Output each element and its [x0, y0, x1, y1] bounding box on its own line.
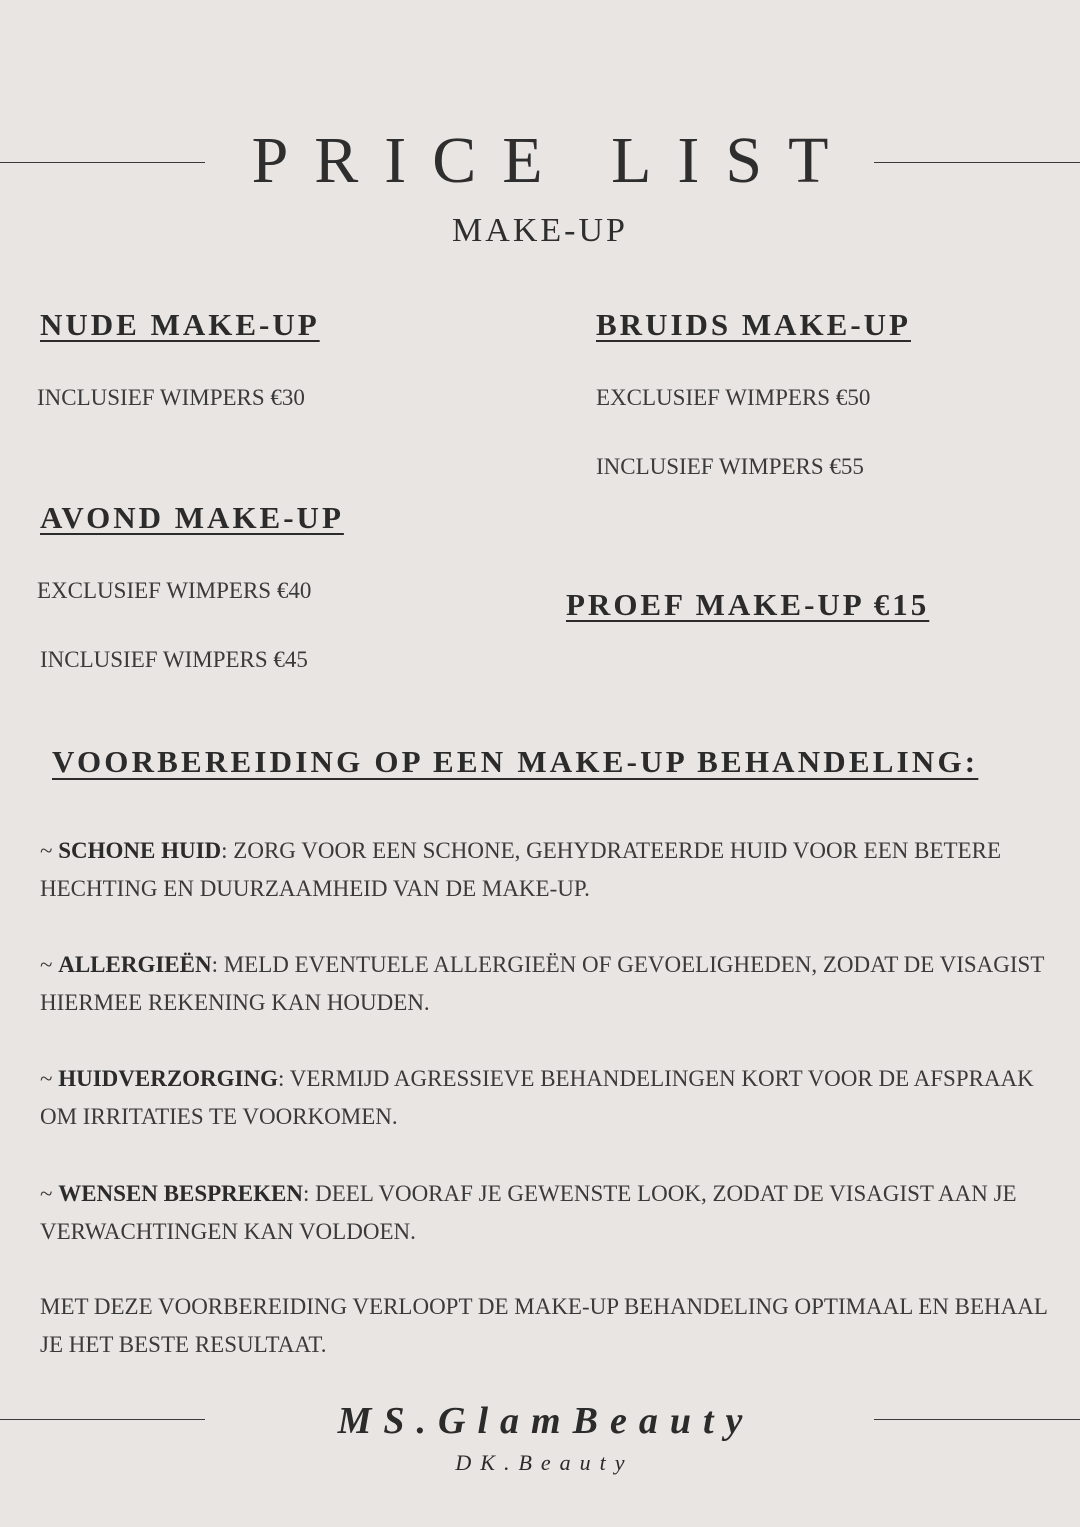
tip-label: SCHONE HUID — [58, 838, 222, 863]
sub-brand-name: DK.Beauty — [455, 1450, 634, 1475]
tip-label: ALLERGIEËN — [58, 952, 212, 977]
brand-name: MS.GlamBeauty — [337, 1400, 755, 1442]
tip-text: : MELD EVENTUELE ALLERGIEËN OF GEVOELIGHEDEN, ZODAT DE VISAGIST HIERMEE REKENING KAN HOUDEN. — [40, 952, 1044, 1015]
tip-prefix: ~ — [40, 952, 59, 977]
tip-text: : DEEL VOORAF JE GEWENSTE LOOK, ZODAT DE VISAGIST AAN JE VERWACHTINGEN KAN VOLDOEN. — [40, 1181, 1017, 1244]
nude-makeup-heading: NUDE MAKE-UP — [40, 307, 320, 342]
nude-makeup-price-incl: INCLUSIEF WIMPERS €30 — [37, 385, 305, 410]
bruids-makeup-price-excl: EXCLUSIEF WIMPERS €50 — [596, 385, 871, 410]
tip-text: : ZORG VOOR EEN SCHONE, GEHYDRATEERDE HUID VOOR EEN BETERE HECHTING EN DUURZAAMHEID VAN DE MAKE-UP. — [40, 838, 1001, 901]
avond-makeup-heading: AVOND MAKE-UP — [40, 500, 344, 535]
tip-prefix: ~ — [40, 1066, 59, 1091]
tip-wensen-bespreken — [40, 1175, 1050, 1251]
bruids-makeup-heading: BRUIDS MAKE-UP — [596, 307, 911, 342]
avond-makeup-price-incl: INCLUSIEF WIMPERS €45 — [40, 647, 308, 672]
page-subtitle: MAKE-UP — [452, 212, 628, 249]
tip-text: : VERMIJD AGRESSIEVE BEHANDELINGEN KORT VOOR DE AFSPRAAK OM IRRITATIES TE VOORKOMEN. — [40, 1066, 1034, 1129]
preparation-heading: VOORBEREIDING OP EEN MAKE-UP BEHANDELING: — [52, 744, 979, 779]
tip-allergieen — [40, 946, 1050, 1022]
tip-huidverzorging — [40, 1060, 1050, 1136]
tip-label: WENSEN BESPREKEN — [58, 1181, 303, 1206]
avond-makeup-price-excl: EXCLUSIEF WIMPERS €40 — [37, 578, 312, 603]
closing-paragraph: MET DEZE VOORBEREIDING VERLOOPT DE MAKE-UP BEHANDELING OPTIMAAL EN BEHAAL JE HET BESTE RESULTAAT. — [40, 1294, 1048, 1357]
tip-prefix: ~ — [40, 1181, 59, 1206]
proef-makeup-heading: PROEF MAKE-UP €15 — [566, 587, 930, 622]
page-title: PRICE LIST — [251, 124, 855, 197]
tip-prefix: ~ — [40, 838, 59, 863]
bruids-makeup-price-incl: INCLUSIEF WIMPERS €55 — [596, 454, 864, 479]
tip-schone-huid — [40, 832, 1050, 908]
tip-label: HUIDVERZORGING — [58, 1066, 279, 1091]
